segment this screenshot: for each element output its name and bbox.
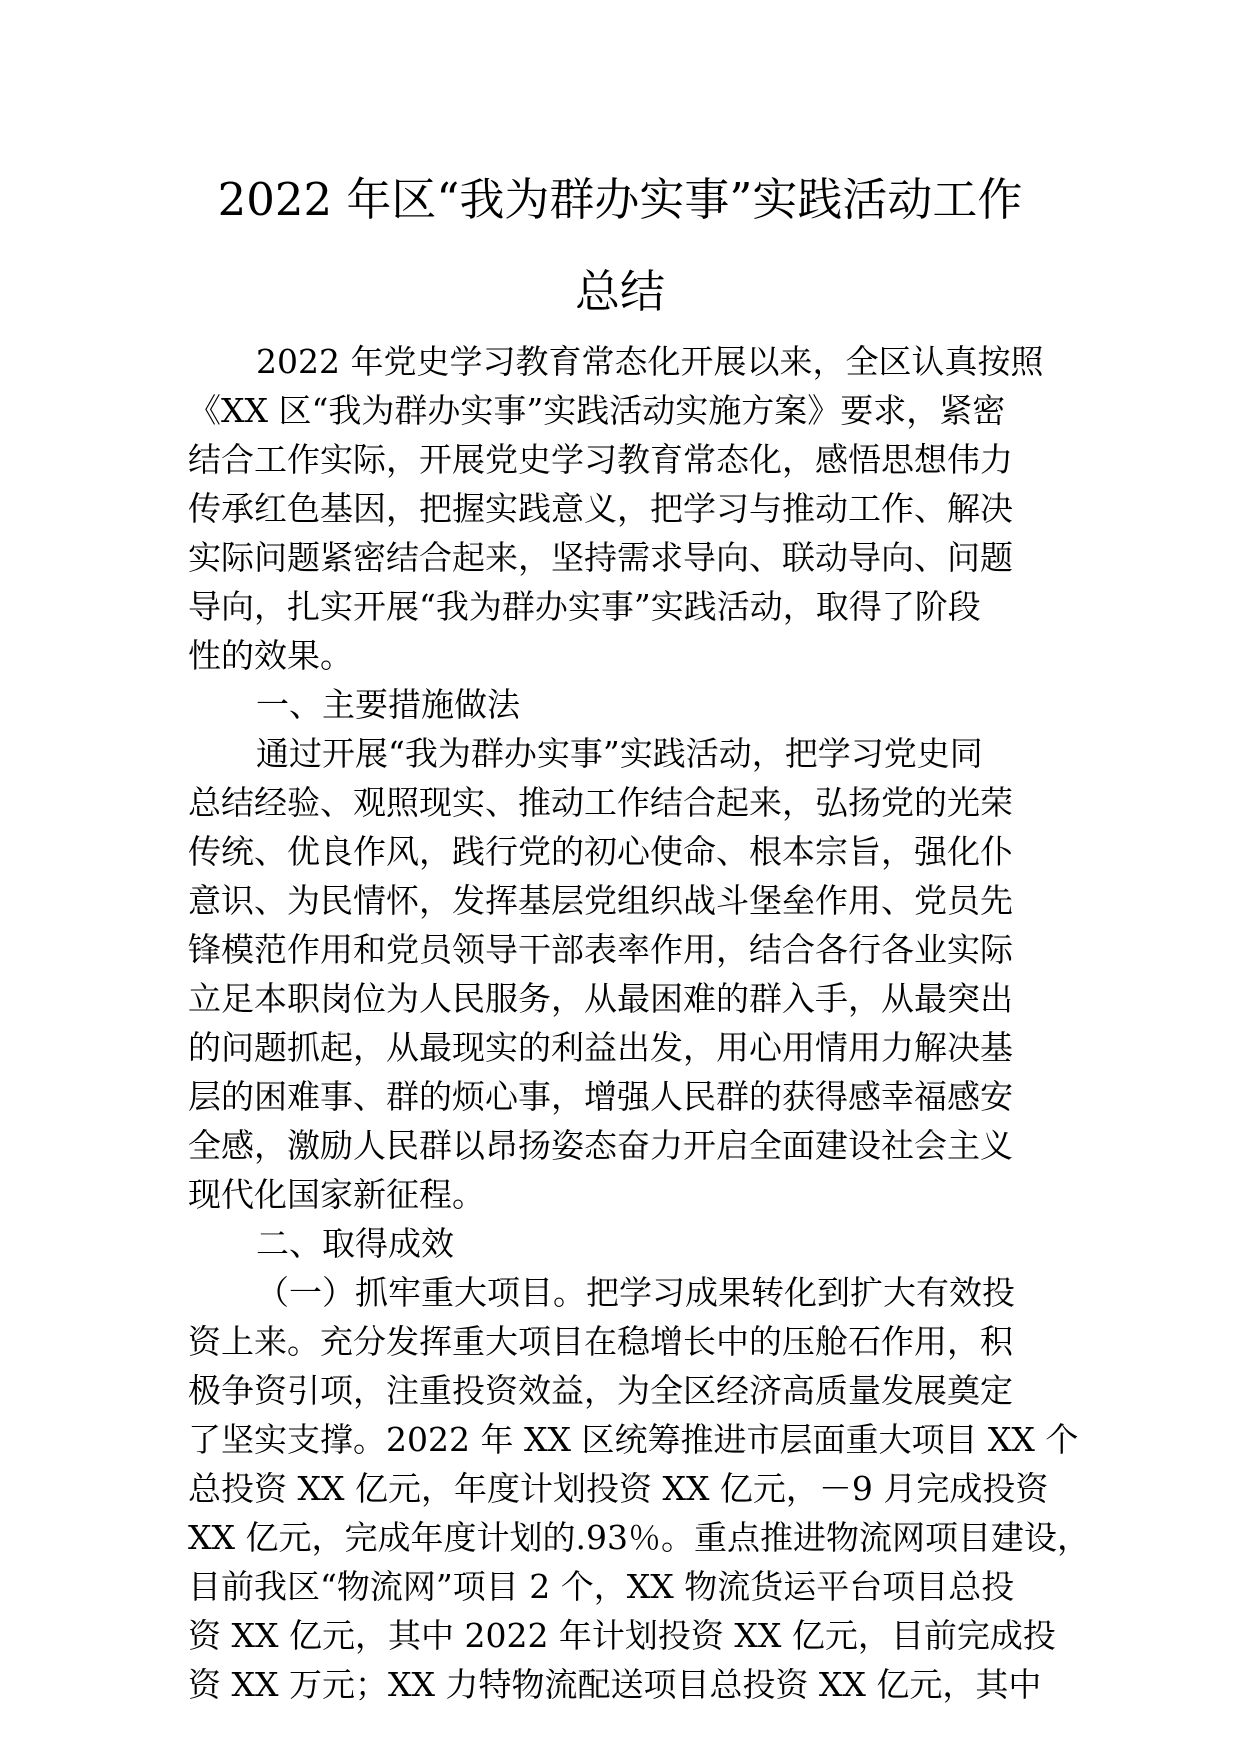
paragraph-results-line: （一）抓牢重大项目。把学习成果转化到扩大有效投 (256, 1273, 1015, 1312)
paragraph-results-line: XX 亿元，完成年度计划的.93％。重点推进物流网项目建设， (188, 1518, 1090, 1557)
paragraph-results-line: 资 XX 亿元，其中 2022 年计划投资 XX 亿元，目前完成投 (188, 1616, 1056, 1655)
paragraph-results-line: 总投资 XX 亿元，年度计划投资 XX 亿元，－9 月完成投资 (188, 1469, 1049, 1508)
document-title-line-2: 总结 (574, 265, 665, 318)
paragraph-results-line: 资 XX 万元；XX 力特物流配送项目总投资 XX 亿元，其中 (188, 1665, 1042, 1704)
paragraph-measures-line: 意识、为民情怀，发挥基层党组织战斗堡垒作用、党员先 (188, 881, 1013, 920)
paragraph-measures-line: 全感，激励人民群以昂扬姿态奋力开启全面建设社会主义 (188, 1126, 1013, 1165)
paragraph-intro-line: 性的效果。 (188, 636, 353, 675)
paragraph-results-line: 资上来。充分发挥重大项目在稳增长中的压舱石作用，积 (188, 1322, 1013, 1361)
paragraph-intro-line: 传承红色基因，把握实践意义，把学习与推动工作、解决 (188, 489, 1013, 528)
paragraph-measures-line: 层的困难事、群的烦心事，增强人民群的获得感幸福感安 (188, 1077, 1013, 1116)
paragraph-intro-line: 实际问题紧密结合起来，坚持需求导向、联动导向、问题 (188, 538, 1013, 577)
paragraph-intro-line: 导向，扎实开展“我为群办实事”实践活动，取得了阶段 (188, 587, 981, 626)
document-title-line-1: 2022 年区“我为群办实事”实践活动工作 (217, 173, 1023, 226)
paragraph-intro-line: 2022 年党史学习教育常态化开展以来，全区认真按照 (256, 342, 1044, 381)
paragraph-measures-line: 立足本职岗位为人民服务，从最困难的群入手，从最突出 (188, 979, 1013, 1018)
paragraph-measures-line: 锋模范作用和党员领导干部表率作用，结合各行各业实际 (188, 930, 1013, 969)
section-heading-measures: 一、主要措施做法 (256, 685, 520, 724)
paragraph-results-line: 了坚实支撑。2022 年 XX 区统筹推进市层面重大项目 XX 个 (188, 1420, 1079, 1459)
paragraph-measures-line: 总结经验、观照现实、推动工作结合起来，弘扬党的光荣 (188, 783, 1013, 822)
paragraph-measures-line: 的问题抓起，从最现实的利益出发，用心用情用力解决基 (188, 1028, 1013, 1067)
paragraph-intro-line: 结合工作实际，开展党史学习教育常态化，感悟思想伟力 (188, 440, 1013, 479)
paragraph-intro-line: 《XX 区“我为群办实事”实践活动实施方案》要求，紧密 (188, 391, 1006, 430)
paragraph-measures-line: 传统、优良作风，践行党的初心使命、根本宗旨，强化仆 (188, 832, 1013, 871)
paragraph-results-line: 极争资引项，注重投资效益，为全区经济高质量发展奠定 (188, 1371, 1013, 1410)
paragraph-measures-line: 现代化国家新征程。 (188, 1175, 485, 1214)
section-heading-results: 二、取得成效 (256, 1224, 454, 1263)
paragraph-measures-line: 通过开展“我为群办实事”实践活动，把学习党史同 (256, 734, 983, 773)
paragraph-results-line: 目前我区“物流网”项目 2 个，XX 物流货运平台项目总投 (188, 1567, 1015, 1606)
